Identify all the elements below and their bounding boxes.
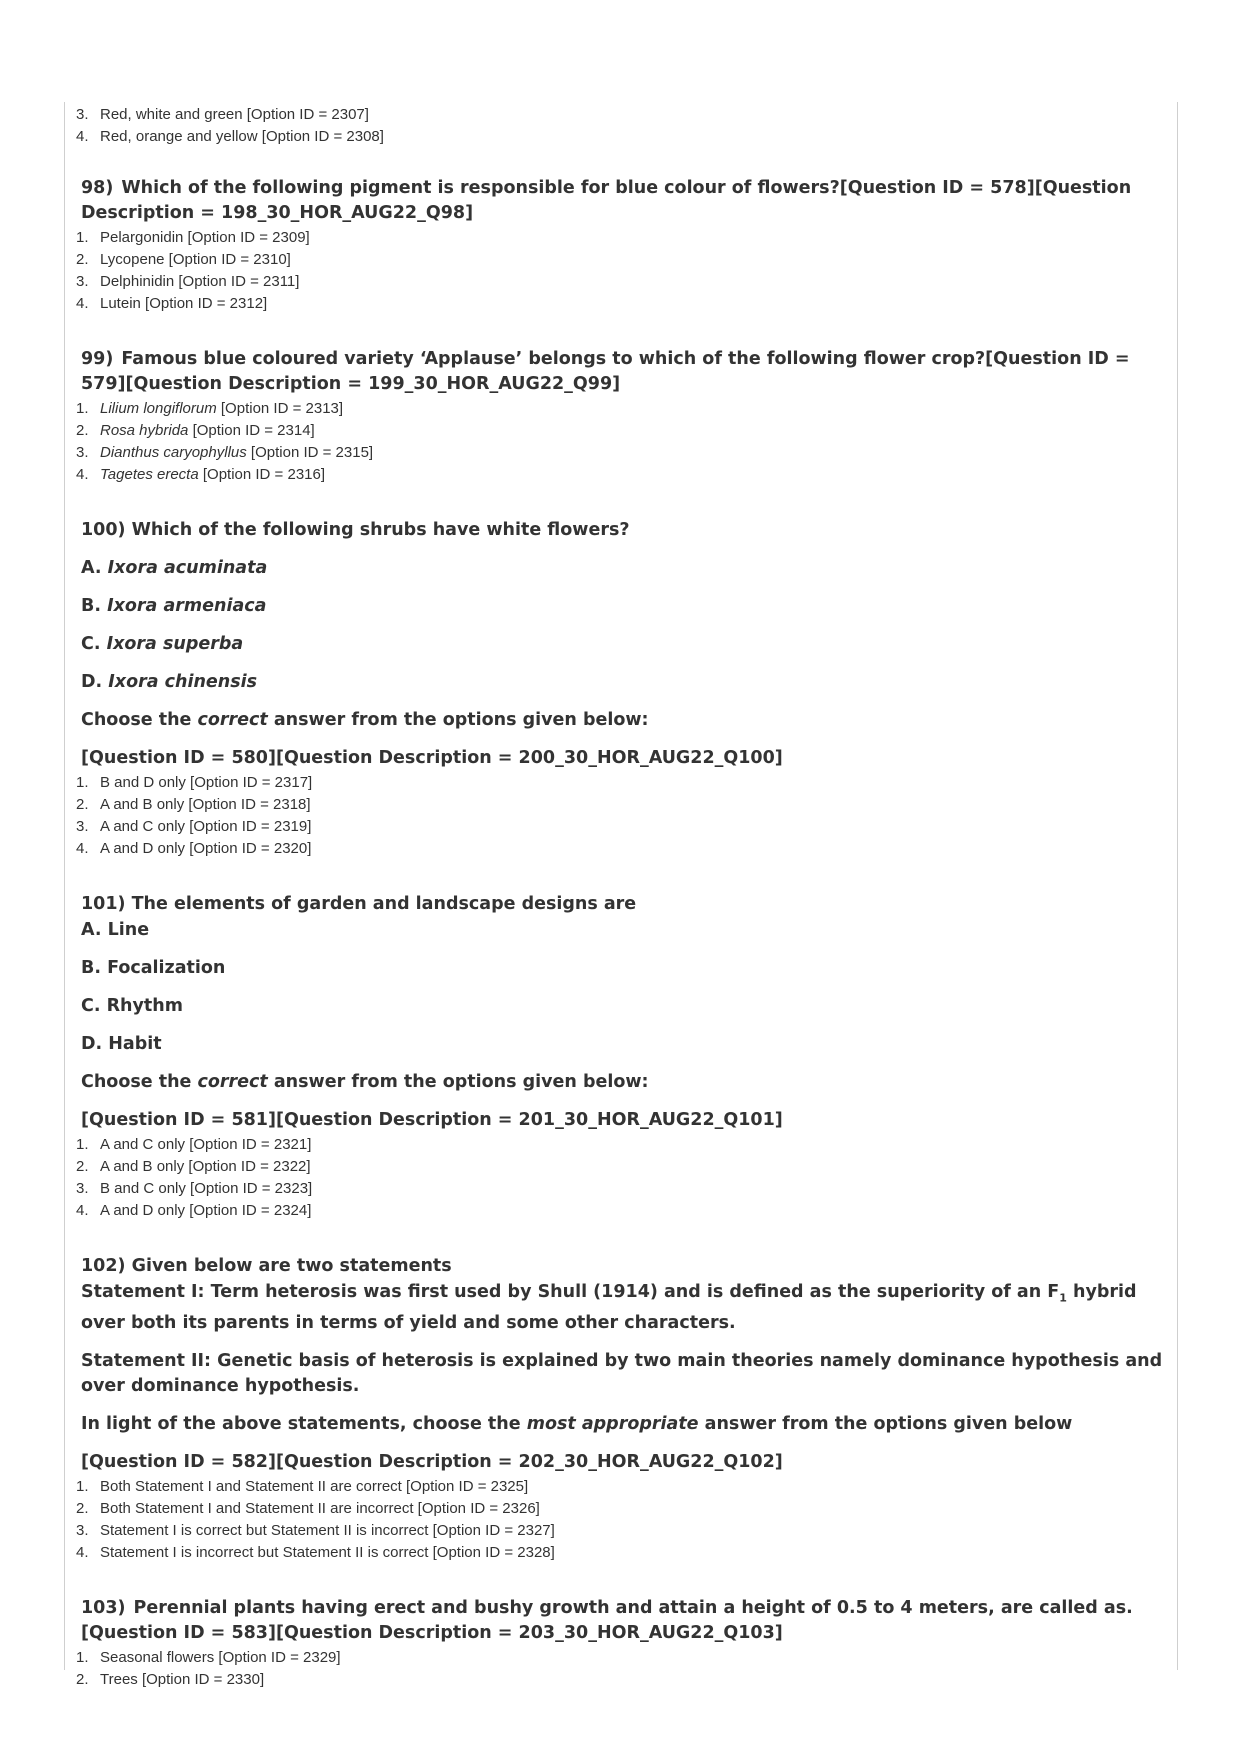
statement-item: C. Ixora superba (81, 634, 244, 654)
option-list (76, 398, 1166, 486)
question-text: 101) The elements of garden and landscape designs are (81, 894, 637, 914)
statement-item: C. Rhythm (81, 996, 183, 1016)
instruction-text: Choose the correct answer from the options given below: (81, 1072, 649, 1092)
question-99 (76, 347, 1166, 486)
question-text: 98) Which of the following pigment is responsible for blue colour of flowers?[Question ID = 578][Question Description = 198_30_HOR_AUG22_Q98] (81, 178, 1132, 223)
question-103 (76, 1596, 1166, 1691)
question-102 (76, 1254, 1166, 1564)
statement-item: A. Line (81, 920, 150, 940)
option-item: 4. A and D only [Option ID = 2324] (76, 1202, 312, 1219)
option-item: 2. Both Statement I and Statement II are incorrect [Option ID = 2326] (76, 1499, 540, 1517)
question-meta: [Question ID = 582][Question Description = 202_30_HOR_AUG22_Q102] (81, 1451, 783, 1472)
instruction-text: In light of the above statements, choose the most appropriate answer from the options given below (81, 1413, 1073, 1434)
option-item: 2. A and B only [Option ID = 2318] (76, 796, 311, 813)
option-item: 4. Red, orange and yellow [Option ID = 2308] (76, 128, 384, 145)
question-meta: [Question ID = 580][Question Description = 200_30_HOR_AUG22_Q100] (81, 748, 783, 768)
option-item: 2. A and B only [Option ID = 2322] (76, 1158, 311, 1175)
question-paper (76, 104, 1166, 1691)
option-item: 3. A and C only [Option ID = 2319] (76, 818, 312, 835)
option-item: 3. Red, white and green [Option ID = 2307] (76, 106, 369, 123)
question-text: 103) Perennial plants having erect and bushy growth and attain a height of 0.5 to 4 meters, are called as.[Question ID = 583][Question Description = 203_30_HOR_AUG22_Q103] (81, 1597, 1133, 1643)
statement-item: D. Ixora chinensis (81, 672, 258, 692)
statement-item: D. Habit (81, 1034, 162, 1054)
option-item: 4. Statement I is incorrect but Statement II is correct [Option ID = 2328] (76, 1543, 555, 1561)
option-list (76, 1476, 1166, 1564)
page-border-right (1177, 102, 1178, 1670)
option-item: 3. B and C only [Option ID = 2323] (76, 1180, 313, 1197)
statement-item: B. Ixora armeniaca (81, 596, 267, 616)
option-item: 3. Delphinidin [Option ID = 2311] (76, 273, 300, 290)
option-list (76, 772, 1166, 860)
option-item: 1. Seasonal flowers [Option ID = 2329] (76, 1648, 341, 1666)
option-item: 2. Trees [Option ID = 2330] (76, 1670, 265, 1688)
option-item: 4. A and D only [Option ID = 2320] (76, 840, 312, 857)
option-item: 4. Lutein [Option ID = 2312] (76, 295, 268, 312)
question-text: 99) Famous blue coloured variety ‘Applause’ belongs to which of the following flower crop?[Question ID = 579][Question Description = 199_30_HOR_AUG22_Q99] (81, 349, 1130, 394)
instruction-text: Choose the correct answer from the options given below: (81, 710, 649, 730)
statement-item: A. Ixora acuminata (81, 558, 268, 578)
statement-one: Statement I: Term heterosis was first used by Shull (1914) and is defined as the superiority of an $F_1$ hybrid over both its parents in terms of yield and some other characters. (81, 1282, 1137, 1333)
option-item: 4. Tagetes erecta [Option ID = 2316] (76, 466, 326, 483)
option-list (76, 227, 1166, 315)
question-98 (76, 176, 1166, 315)
option-item: 3. Statement I is correct but Statement II is incorrect [Option ID = 2327] (76, 1521, 555, 1539)
option-item: 1. Both Statement I and Statement II are correct [Option ID = 2325] (76, 1477, 529, 1495)
question-text: 100) Which of the following shrubs have white flowers? (81, 520, 630, 540)
question-text: 102) Given below are two statements (81, 1256, 452, 1276)
statement-two: Statement II: Genetic basis of heterosis is explained by two main theories namely dominance hypothesis and over dominance hypothesis. (81, 1350, 1163, 1396)
option-item: 1. B and D only [Option ID = 2317] (76, 774, 313, 791)
option-item: 1. Pelargonidin [Option ID = 2309] (76, 229, 310, 246)
option-item: 3. Dianthus caryophyllus [Option ID = 2315] (76, 444, 374, 461)
question-meta: [Question ID = 581][Question Description = 201_30_HOR_AUG22_Q101] (81, 1110, 783, 1130)
option-item: 2. Rosa hybrida [Option ID = 2314] (76, 422, 315, 439)
option-item: 2. Lycopene [Option ID = 2310] (76, 251, 291, 268)
question-100 (76, 518, 1166, 860)
option-item: 1. Lilium longiflorum [Option ID = 2313] (76, 400, 344, 417)
previous-question-options (76, 104, 1166, 148)
statement-item: B. Focalization (81, 958, 226, 978)
option-list (76, 1647, 1166, 1691)
option-list (76, 1134, 1166, 1222)
option-item: 1. A and C only [Option ID = 2321] (76, 1136, 312, 1153)
question-101 (76, 892, 1166, 1222)
page-border-left (64, 102, 65, 1670)
